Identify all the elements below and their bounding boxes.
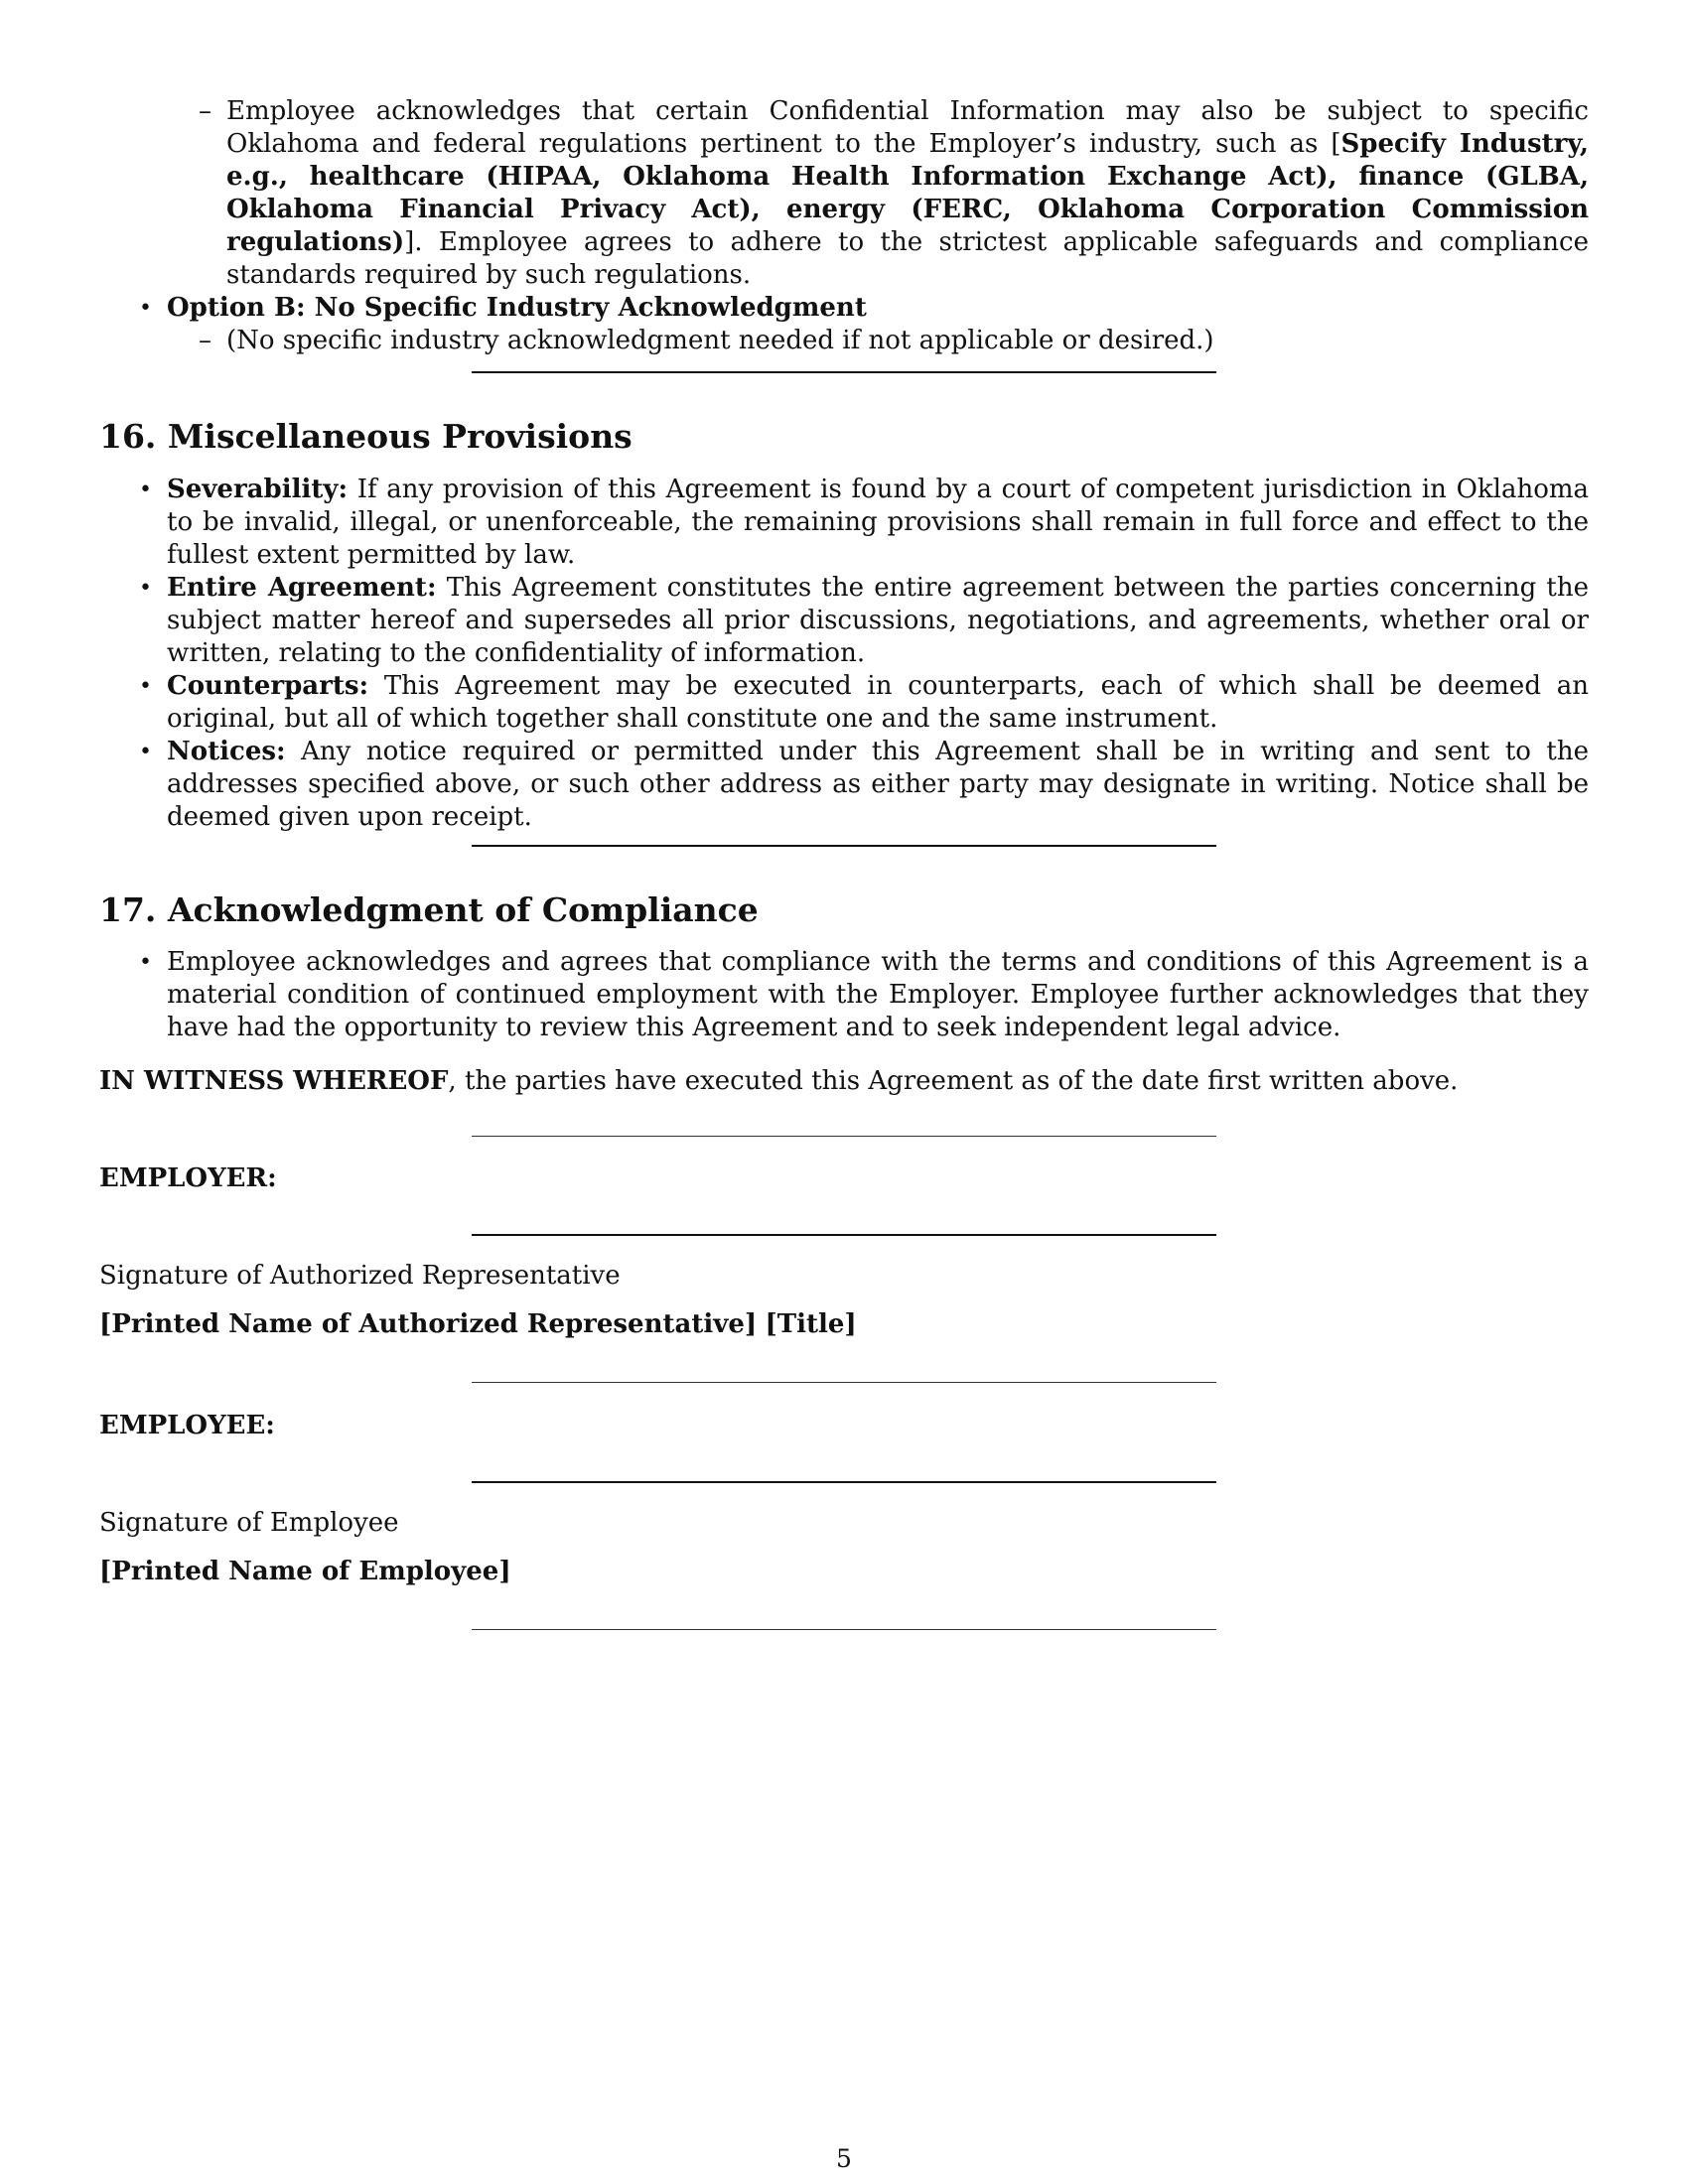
section-divider <box>472 371 1216 373</box>
bullet-marker: • <box>139 674 152 699</box>
bullet-marker: • <box>139 950 152 975</box>
list-item-severability: • Severability: If any provision of this Agreement is found by a court of competent jurisdiction in Oklahoma to be invalid, illegal, or unenforceable, the remaining provisions shall remain in full force and effect to the fullest extent permitted by law. <box>139 475 1590 570</box>
bullet-marker: • <box>139 576 152 601</box>
employee-label: EMPLOYEE: <box>99 1411 275 1440</box>
employee-signature-caption: Signature of Employee <box>99 1508 399 1538</box>
section-17-heading: 17. Acknowledgment of Compliance <box>99 890 759 929</box>
industry-placeholder: Specify Industry, e.g., healthcare (HIPAA, Oklahoma Health Information Exchange Act), finance (GLBA, Oklahoma Financial Privacy Act), energy (FERC, Oklahoma Corporation Commission regulations) <box>226 129 1589 257</box>
option-b-subitem: – (No specific industry acknowledgment needed if not applicable or desired.) <box>199 326 1214 355</box>
employer-label: EMPLOYER: <box>99 1163 277 1193</box>
employee-signature-line <box>472 1481 1216 1483</box>
list-item-notices: • Notices: Any notice required or permitted under this Agreement shall be in writing and sent to the addresses specified above, or such other address as either party may designate in writing. Notice shall be deemed given upon receipt. <box>139 737 1590 832</box>
section-16-heading: 16. Miscellaneous Provisions <box>99 417 633 456</box>
bullet-marker: • <box>139 296 152 321</box>
divider-line <box>472 1382 1216 1383</box>
divider-line <box>472 1136 1216 1137</box>
option-b-label: Option B: No Specific Industry Acknowledgment <box>167 293 867 323</box>
divider-line <box>472 1629 1216 1630</box>
dash-marker: – <box>199 326 211 355</box>
employer-signature-caption: Signature of Authorized Representative <box>99 1261 621 1291</box>
bullet-marker: • <box>139 740 152 764</box>
witness-clause: IN WITNESS WHEREOF, the parties have executed this Agreement as of the date first written above. <box>99 1066 1459 1096</box>
list-item-counterparts: • Counterparts: This Agreement may be executed in counterparts, each of which shall be deemed an original, but all of which together shall constitute one and the same instrument. <box>139 671 1589 734</box>
option-b-item <box>139 292 1589 325</box>
section-16-list <box>99 474 1589 834</box>
dash-marker: – <box>199 96 211 126</box>
list-item-entire-agreement: • Entire Agreement: This Agreement constitutes the entire agreement between the parties concerning the subject matter hereof and supersedes all prior discussions, negotiations, and agreements, whether oral or written, relating to the confidentiality of information. <box>139 573 1590 668</box>
employer-title: [Title] <box>765 1309 857 1339</box>
industry-regulation-item: – Employee acknowledges that certain Confidential Information may also be subject to specific Oklahoma and federal regulations pertinent to the Employer’s industry, such as [Specify Industry, e.g., healthcare (HIPAA, Oklahoma Health Information Exchange Act), finance (GLBA, Oklahoma Financial Privacy Act), energy (FERC, Oklahoma Corporation Commission regulations)]. Employee agrees to adhere to the strictest applicable safeguards and compliance standards required by such regulations. <box>199 96 1589 290</box>
list-item-compliance: • Employee acknowledges and agrees that compliance with the terms and conditions of this Agreement is a material condition of continued employment with the Employer. Employee further acknowledges that they have had the opportunity to review this Agreement and to seek independent legal advice. <box>139 947 1589 1042</box>
employer-printed-name: [Printed Name of Authorized Representative] [Title] <box>99 1309 857 1339</box>
employer-signature-line <box>472 1234 1216 1236</box>
section-17-list <box>99 946 1589 1044</box>
employee-printed-name: [Printed Name of Employee] <box>99 1557 511 1586</box>
section-divider <box>472 845 1216 847</box>
bullet-marker: • <box>139 478 152 502</box>
page-number: 5 <box>836 2144 852 2173</box>
